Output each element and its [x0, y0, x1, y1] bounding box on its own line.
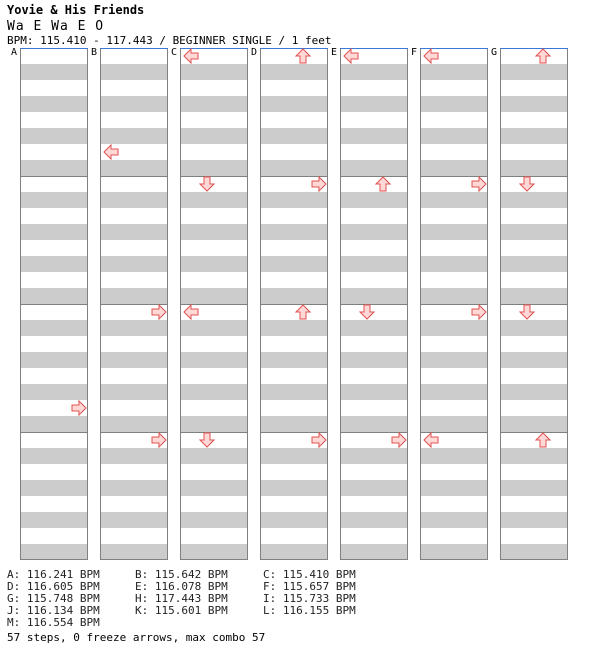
step-arrow-left-icon: [423, 48, 439, 64]
step-arrow-right-icon: [311, 176, 327, 192]
segment-start-line: [20, 48, 88, 49]
bpm-entry-j: J: 116.134 BPM: [7, 604, 100, 617]
bpm-entry-e: E: 116.078 BPM: [135, 580, 228, 593]
step-arrow-up-icon: [375, 176, 391, 192]
step-summary: 57 steps, 0 freeze arrows, max combo 57: [7, 631, 266, 644]
bpm-entry-b: B: 115.642 BPM: [135, 568, 228, 581]
chart-column-4: [260, 48, 328, 560]
measure-line: [500, 432, 568, 433]
step-arrow-right-icon: [391, 432, 407, 448]
chart-column-1: [20, 48, 88, 560]
bpm-entry-l: L: 116.155 BPM: [263, 604, 356, 617]
segment-start-line: [100, 48, 168, 49]
step-arrow-right-icon: [311, 432, 327, 448]
step-arrow-down-icon: [199, 176, 215, 192]
step-arrow-left-icon: [183, 304, 199, 320]
segment-marker-g: G: [491, 47, 498, 58]
song-title: Wa E Wa E O: [7, 19, 105, 34]
segment-marker-f: F: [411, 47, 418, 58]
step-arrow-up-icon: [295, 48, 311, 64]
step-arrow-down-icon: [519, 304, 535, 320]
step-arrow-right-icon: [151, 304, 167, 320]
segment-start-line: [260, 48, 328, 49]
segment-marker-a: A: [11, 47, 18, 58]
segment-marker-e: E: [331, 47, 338, 58]
step-arrow-up-icon: [535, 432, 551, 448]
segment-marker-d: D: [251, 47, 258, 58]
bpm-entry-f: F: 115.657 BPM: [263, 580, 356, 593]
measure-line: [340, 176, 408, 177]
step-arrow-up-icon: [295, 304, 311, 320]
step-arrow-left-icon: [343, 48, 359, 64]
measure-line: [260, 304, 328, 305]
segment-marker-b: B: [91, 47, 98, 58]
step-arrow-down-icon: [199, 432, 215, 448]
bpm-entry-a: A: 116.241 BPM: [7, 568, 100, 581]
bpm-entry-c: C: 115.410 BPM: [263, 568, 356, 581]
measure-line: [20, 432, 88, 433]
segment-start-line: [500, 48, 568, 49]
measure-line: [20, 304, 88, 305]
segment-marker-c: C: [171, 47, 178, 58]
measure-line: [20, 176, 88, 177]
step-arrow-right-icon: [471, 304, 487, 320]
bpm-entry-m: M: 116.554 BPM: [7, 616, 100, 629]
bpm-entry-k: K: 115.601 BPM: [135, 604, 228, 617]
step-arrow-left-icon: [183, 48, 199, 64]
bpm-entry-i: I: 115.733 BPM: [263, 592, 356, 605]
step-arrow-right-icon: [71, 400, 87, 416]
measure-line: [100, 176, 168, 177]
step-arrow-left-icon: [423, 432, 439, 448]
step-arrow-right-icon: [471, 176, 487, 192]
step-arrow-right-icon: [151, 432, 167, 448]
step-arrow-down-icon: [519, 176, 535, 192]
step-arrow-left-icon: [103, 144, 119, 160]
bpm-entry-d: D: 116.605 BPM: [7, 580, 100, 593]
bpm-difficulty-line: BPM: 115.410 - 117.443 / BEGINNER SINGLE / 1 feet: [7, 34, 332, 47]
step-arrow-up-icon: [535, 48, 551, 64]
bpm-entry-g: G: 115.748 BPM: [7, 592, 100, 605]
bpm-entry-h: H: 117.443 BPM: [135, 592, 228, 605]
artist-name: Yovie & His Friends: [7, 3, 145, 17]
step-arrow-down-icon: [359, 304, 375, 320]
